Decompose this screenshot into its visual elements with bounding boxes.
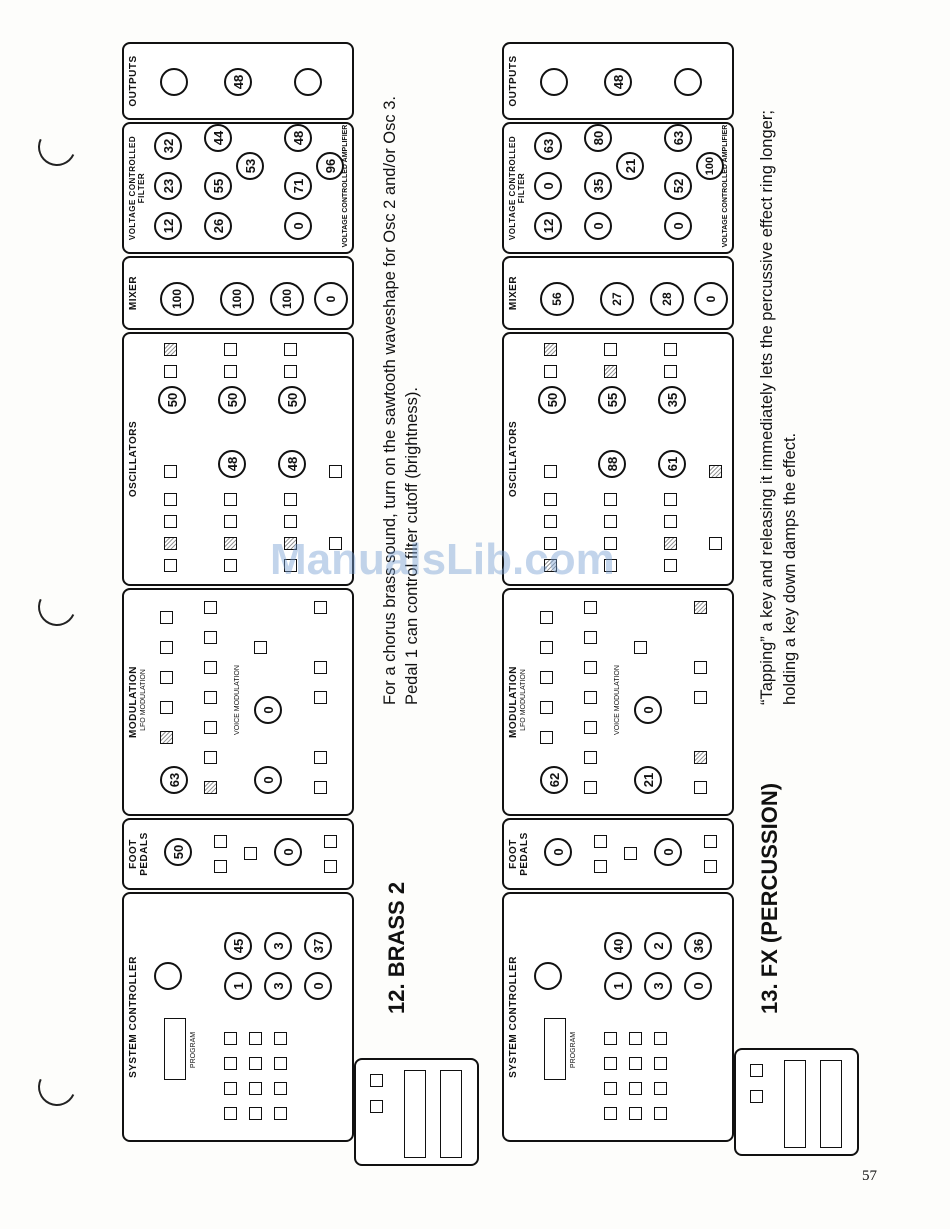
modulation-amount-knob[interactable]: 0 xyxy=(304,972,332,1000)
octave-button[interactable] xyxy=(750,1064,763,1077)
octave-button[interactable] xyxy=(370,1100,383,1113)
osc3-level-knob[interactable]: 28 xyxy=(650,282,684,316)
octave-button[interactable] xyxy=(370,1074,383,1087)
wave-square-button[interactable] xyxy=(164,365,177,378)
section-label: OSCILLATORS xyxy=(508,420,519,498)
wave-square-button[interactable] xyxy=(604,365,617,378)
vcf-vca-section xyxy=(122,122,354,254)
tune-knob[interactable] xyxy=(534,962,562,990)
lfo-saw-button[interactable] xyxy=(540,701,553,714)
section-label: FOOT PEDALS xyxy=(128,832,150,876)
octave-4-button[interactable] xyxy=(664,515,677,528)
mode-knob[interactable]: 1 xyxy=(604,972,632,1000)
binder-ring xyxy=(33,123,82,172)
amp-release-knob[interactable]: 63 xyxy=(664,124,692,152)
preset-description: For a chorus brass sound, turn on the sawtooth waveshape for Osc 2 and/or Osc 3. xyxy=(381,96,399,705)
filter-attack-knob[interactable]: 0 xyxy=(584,212,612,240)
octave-16-button[interactable] xyxy=(164,559,177,572)
headphone-volume-knob[interactable] xyxy=(294,68,322,96)
octave-8-button[interactable] xyxy=(164,537,177,550)
octave-2-button[interactable] xyxy=(544,493,557,506)
filter-release-knob[interactable]: 44 xyxy=(204,124,232,152)
hold-arp-knob[interactable]: 3 xyxy=(264,972,292,1000)
program-button[interactable] xyxy=(629,1032,642,1045)
program-button[interactable] xyxy=(274,1082,287,1095)
octave-8-button[interactable] xyxy=(224,537,237,550)
octave-4-button[interactable] xyxy=(604,515,617,528)
lfo-ramp-button[interactable] xyxy=(540,671,553,684)
program-display xyxy=(164,1018,186,1080)
section-label: MODULATION xyxy=(128,665,139,739)
osc1-level-knob[interactable]: 100 xyxy=(160,282,194,316)
modulation-amount-knob[interactable]: 0 xyxy=(684,972,712,1000)
lfo-label: LFO MODULATION xyxy=(140,669,147,731)
osc1-pulse-width-knob[interactable]: 50 xyxy=(158,386,186,414)
contour-amount-knob[interactable]: 32 xyxy=(154,132,182,160)
section-label: MIXER xyxy=(508,275,519,311)
vca-label: VOLTAGE CONTROLLED AMPLIFIER xyxy=(342,124,349,248)
filter-button[interactable] xyxy=(314,601,327,614)
osc1-pulse-width-knob[interactable]: 50 xyxy=(538,386,566,414)
osc2-freq-button[interactable] xyxy=(204,721,217,734)
lfo-square-button[interactable] xyxy=(540,641,553,654)
program-button[interactable] xyxy=(249,1082,262,1095)
filter-button[interactable] xyxy=(624,847,637,860)
master-volume-knob[interactable] xyxy=(540,68,568,96)
osc1-level-knob[interactable]: 56 xyxy=(540,282,574,316)
lfo-ramp-button[interactable] xyxy=(160,671,173,684)
volume-button[interactable] xyxy=(594,835,607,848)
pitch-wheel[interactable] xyxy=(784,1060,806,1148)
osc3-mod-knob[interactable]: 21 xyxy=(634,766,662,794)
lfo-triangle-button[interactable] xyxy=(540,731,553,744)
section-label: SYSTEM CONTROLLER xyxy=(508,956,519,1078)
emphasis-knob[interactable]: 0 xyxy=(534,172,562,200)
filter-contour-knob[interactable]: 0 xyxy=(634,696,662,724)
program-button[interactable] xyxy=(654,1082,667,1095)
programmable-volume-knob[interactable]: 48 xyxy=(224,68,252,96)
page-number: 57 xyxy=(862,1168,877,1184)
program-button[interactable] xyxy=(604,1057,617,1070)
contour-amount-knob[interactable]: 63 xyxy=(534,132,562,160)
low-button[interactable] xyxy=(709,537,722,550)
pedal-amount-2-knob[interactable]: 0 xyxy=(274,838,302,866)
glide-knob[interactable]: 40 xyxy=(604,932,632,960)
program-button[interactable] xyxy=(604,1082,617,1095)
octave-4-button[interactable] xyxy=(164,515,177,528)
octave-button[interactable] xyxy=(750,1090,763,1103)
osc2-frequency-knob[interactable]: 48 xyxy=(218,450,246,478)
program-button[interactable] xyxy=(249,1032,262,1045)
program-button[interactable] xyxy=(224,1057,237,1070)
lfo-triangle-button[interactable] xyxy=(160,731,173,744)
lfo-label: LFO MODULATION xyxy=(520,669,527,731)
filter-release-knob[interactable]: 80 xyxy=(584,124,612,152)
section-label: MIXER xyxy=(128,275,139,311)
filter-button[interactable] xyxy=(244,847,257,860)
program-label: PROGRAM xyxy=(570,1031,577,1069)
program-button[interactable] xyxy=(274,1032,287,1045)
vca-label: VOLTAGE CONTROLLED AMPLIFIER xyxy=(722,124,729,248)
osc1-freq-button[interactable] xyxy=(204,781,217,794)
octave-16-button[interactable] xyxy=(664,559,677,572)
octave-2-button[interactable] xyxy=(224,493,237,506)
emphasis-knob[interactable]: 23 xyxy=(154,172,182,200)
programmable-volume-knob[interactable]: 48 xyxy=(604,68,632,96)
preset-description: Pedal 1 can control filter cutoff (brightness). xyxy=(403,387,421,705)
filter-sustain-knob[interactable]: 21 xyxy=(616,152,644,180)
master-volume-knob[interactable] xyxy=(160,68,188,96)
osc2-pulse-width-knob[interactable]: 50 xyxy=(218,386,246,414)
wave-square-button[interactable] xyxy=(544,365,557,378)
pitch-mod-wheels xyxy=(354,1058,479,1166)
foot-pedals-section xyxy=(502,818,734,890)
foot-pedals-section xyxy=(122,818,354,890)
noise-level-knob[interactable]: 0 xyxy=(314,282,348,316)
osc3-pulse-width-knob[interactable]: 35 xyxy=(658,386,686,414)
hold-arp-knob[interactable]: 3 xyxy=(644,972,672,1000)
program-button[interactable] xyxy=(604,1107,617,1120)
pitch-mod-wheels xyxy=(734,1048,859,1156)
lfo-square-button[interactable] xyxy=(160,641,173,654)
vcf-vca-section xyxy=(502,122,734,254)
osc2-freq-button[interactable] xyxy=(694,751,707,764)
preset-description: “Tapping” a key and releasing it immediately lets the percussive effect ring longer; xyxy=(758,110,776,705)
program-button[interactable] xyxy=(249,1057,262,1070)
binder-ring xyxy=(33,583,82,632)
pitch-wheel[interactable] xyxy=(404,1070,426,1158)
wave-saw-button[interactable] xyxy=(664,343,677,356)
mixer-section xyxy=(502,256,734,330)
glide-knob[interactable]: 45 xyxy=(224,932,252,960)
sync-button[interactable] xyxy=(164,465,177,478)
pitch-bend-knob[interactable]: 37 xyxy=(304,932,332,960)
wave-square-button[interactable] xyxy=(224,365,237,378)
wave-saw-button[interactable] xyxy=(224,343,237,356)
lfo-rate-knob[interactable]: 63 xyxy=(160,766,188,794)
osc2-freq-button[interactable] xyxy=(314,751,327,764)
osc2-button[interactable] xyxy=(324,835,337,848)
sync-button[interactable] xyxy=(544,465,557,478)
section-label: OUTPUTS xyxy=(508,55,519,107)
tune-knob[interactable] xyxy=(154,962,182,990)
program-button[interactable] xyxy=(249,1107,262,1120)
section-label: SYSTEM CONTROLLER xyxy=(128,956,139,1078)
filter-decay-knob[interactable]: 55 xyxy=(204,172,232,200)
osc2-freq-button[interactable] xyxy=(584,721,597,734)
wave-saw-button[interactable] xyxy=(164,343,177,356)
program-button[interactable] xyxy=(224,1032,237,1045)
lfo-sh-button[interactable] xyxy=(160,611,173,624)
program-label: PROGRAM xyxy=(190,1031,197,1069)
octave-8-button[interactable] xyxy=(664,537,677,550)
synth-panel-brass2 xyxy=(122,42,354,1142)
pw3-button[interactable] xyxy=(584,631,597,644)
program-button[interactable] xyxy=(604,1032,617,1045)
vcf-label: VOLTAGE CONTROLLED FILTER xyxy=(128,135,146,241)
program-display xyxy=(544,1018,566,1080)
mod-wheel[interactable] xyxy=(820,1060,842,1148)
octave-4-button[interactable] xyxy=(224,515,237,528)
osc3-level-knob[interactable]: 100 xyxy=(270,282,304,316)
filter-decay-knob[interactable]: 35 xyxy=(584,172,612,200)
octave-2-button[interactable] xyxy=(664,493,677,506)
section-label: OSCILLATORS xyxy=(128,420,139,498)
wave-saw-button[interactable] xyxy=(604,343,617,356)
modulation-section xyxy=(122,588,354,816)
contoured-button[interactable] xyxy=(254,641,267,654)
volume-button[interactable] xyxy=(214,835,227,848)
pw2-button[interactable] xyxy=(314,661,327,674)
octave-2-button[interactable] xyxy=(284,493,297,506)
pw1-button[interactable] xyxy=(314,691,327,704)
filter-button[interactable] xyxy=(204,601,217,614)
program-button[interactable] xyxy=(629,1057,642,1070)
synth-panel-fx xyxy=(502,42,734,1142)
wave-saw-button[interactable] xyxy=(544,343,557,356)
modulation-section xyxy=(502,588,734,816)
program-button[interactable] xyxy=(224,1107,237,1120)
pedal-amount-1-knob[interactable]: 50 xyxy=(164,838,192,866)
noise-level-knob[interactable]: 0 xyxy=(694,282,728,316)
pw3-button[interactable] xyxy=(204,631,217,644)
pitch-button[interactable] xyxy=(594,860,607,873)
keyboard-control-button[interactable] xyxy=(329,465,342,478)
system-controller-section xyxy=(502,892,734,1142)
lfo-saw-button[interactable] xyxy=(160,701,173,714)
program-button[interactable] xyxy=(274,1057,287,1070)
kb-mode-knob[interactable]: 3 xyxy=(264,932,292,960)
amp-decay-knob[interactable]: 52 xyxy=(664,172,692,200)
osc3-frequency-knob[interactable]: 48 xyxy=(278,450,306,478)
pw2-button[interactable] xyxy=(694,661,707,674)
program-button[interactable] xyxy=(654,1107,667,1120)
kb-mode-knob[interactable]: 2 xyxy=(644,932,672,960)
osc2-level-knob[interactable]: 27 xyxy=(600,282,634,316)
wave-square-button[interactable] xyxy=(664,365,677,378)
voice-mod-label: VOICE MODULATION xyxy=(234,665,241,735)
filter-contour-knob[interactable]: 0 xyxy=(254,696,282,724)
octave-2-button[interactable] xyxy=(164,493,177,506)
filter-button[interactable] xyxy=(694,601,707,614)
vcf-label: VOLTAGE CONTROLLED FILTER xyxy=(508,135,526,241)
pw1-button[interactable] xyxy=(584,691,597,704)
osc1-freq-button[interactable] xyxy=(314,781,327,794)
voice-mod-label: VOICE MODULATION xyxy=(614,665,621,735)
filter-attack-knob[interactable]: 26 xyxy=(204,212,232,240)
watermark: ManualsLib.com xyxy=(270,535,615,584)
octave-4-button[interactable] xyxy=(544,515,557,528)
program-button[interactable] xyxy=(224,1082,237,1095)
system-controller-section xyxy=(122,892,354,1142)
pitch-bend-knob[interactable]: 36 xyxy=(684,932,712,960)
pedal-amount-1-knob[interactable]: 0 xyxy=(544,838,572,866)
amp-sustain-knob[interactable]: 96 xyxy=(316,152,344,180)
osc2-button[interactable] xyxy=(704,835,717,848)
pedal-amount-2-knob[interactable]: 0 xyxy=(654,838,682,866)
amp-sustain-knob[interactable]: 100 xyxy=(696,152,724,180)
program-button[interactable] xyxy=(629,1107,642,1120)
outputs-section xyxy=(502,42,734,120)
program-button[interactable] xyxy=(274,1107,287,1120)
headphone-volume-knob[interactable] xyxy=(674,68,702,96)
cutoff-knob[interactable]: 12 xyxy=(154,212,182,240)
section-label: OUTPUTS xyxy=(128,55,139,107)
wave-square-button[interactable] xyxy=(284,365,297,378)
lfo-sh-button[interactable] xyxy=(540,611,553,624)
mod-amt-button[interactable] xyxy=(324,860,337,873)
mode-knob[interactable]: 1 xyxy=(224,972,252,1000)
lfo-rate-knob[interactable]: 62 xyxy=(540,766,568,794)
osc1-freq-button[interactable] xyxy=(694,781,707,794)
pw1-button[interactable] xyxy=(204,691,217,704)
amp-attack-knob[interactable]: 0 xyxy=(664,212,692,240)
contoured-button[interactable] xyxy=(634,641,647,654)
osc2-pulse-width-knob[interactable]: 55 xyxy=(598,386,626,414)
outputs-section xyxy=(122,42,354,120)
osc2-frequency-knob[interactable]: 88 xyxy=(598,450,626,478)
osc3-mod-knob[interactable]: 0 xyxy=(254,766,282,794)
section-label: FOOT PEDALS xyxy=(508,832,530,876)
amp-decay-knob[interactable]: 71 xyxy=(284,172,312,200)
program-button[interactable] xyxy=(654,1032,667,1045)
filter-sustain-knob[interactable]: 53 xyxy=(236,152,264,180)
preset-description: holding a key down damps the effect. xyxy=(781,432,799,705)
preset-title: 13. FX (PERCUSSION) xyxy=(757,782,782,1014)
program-button[interactable] xyxy=(629,1082,642,1095)
pw2-button[interactable] xyxy=(204,661,217,674)
octave-2-button[interactable] xyxy=(604,493,617,506)
octave-4-button[interactable] xyxy=(284,515,297,528)
mod-amt-button[interactable] xyxy=(704,860,717,873)
pw2-button[interactable] xyxy=(584,661,597,674)
amp-attack-knob[interactable]: 0 xyxy=(284,212,312,240)
pitch-button[interactable] xyxy=(214,860,227,873)
filter-button[interactable] xyxy=(584,601,597,614)
mixer-section xyxy=(122,256,354,330)
pw1-button[interactable] xyxy=(694,691,707,704)
binder-ring xyxy=(33,1063,82,1112)
octave-16-button[interactable] xyxy=(224,559,237,572)
osc2-freq-button[interactable] xyxy=(204,751,217,764)
section-label: MODULATION xyxy=(508,665,519,739)
osc3-pulse-width-knob[interactable]: 50 xyxy=(278,386,306,414)
amp-release-knob[interactable]: 48 xyxy=(284,124,312,152)
osc3-frequency-knob[interactable]: 61 xyxy=(658,450,686,478)
preset-title: 12. BRASS 2 xyxy=(384,881,409,1014)
osc1-freq-button[interactable] xyxy=(584,781,597,794)
keyboard-control-button[interactable] xyxy=(709,465,722,478)
mod-wheel[interactable] xyxy=(440,1070,462,1158)
cutoff-knob[interactable]: 12 xyxy=(534,212,562,240)
program-button[interactable] xyxy=(654,1057,667,1070)
wave-saw-button[interactable] xyxy=(284,343,297,356)
osc2-freq-button[interactable] xyxy=(584,751,597,764)
osc2-level-knob[interactable]: 100 xyxy=(220,282,254,316)
